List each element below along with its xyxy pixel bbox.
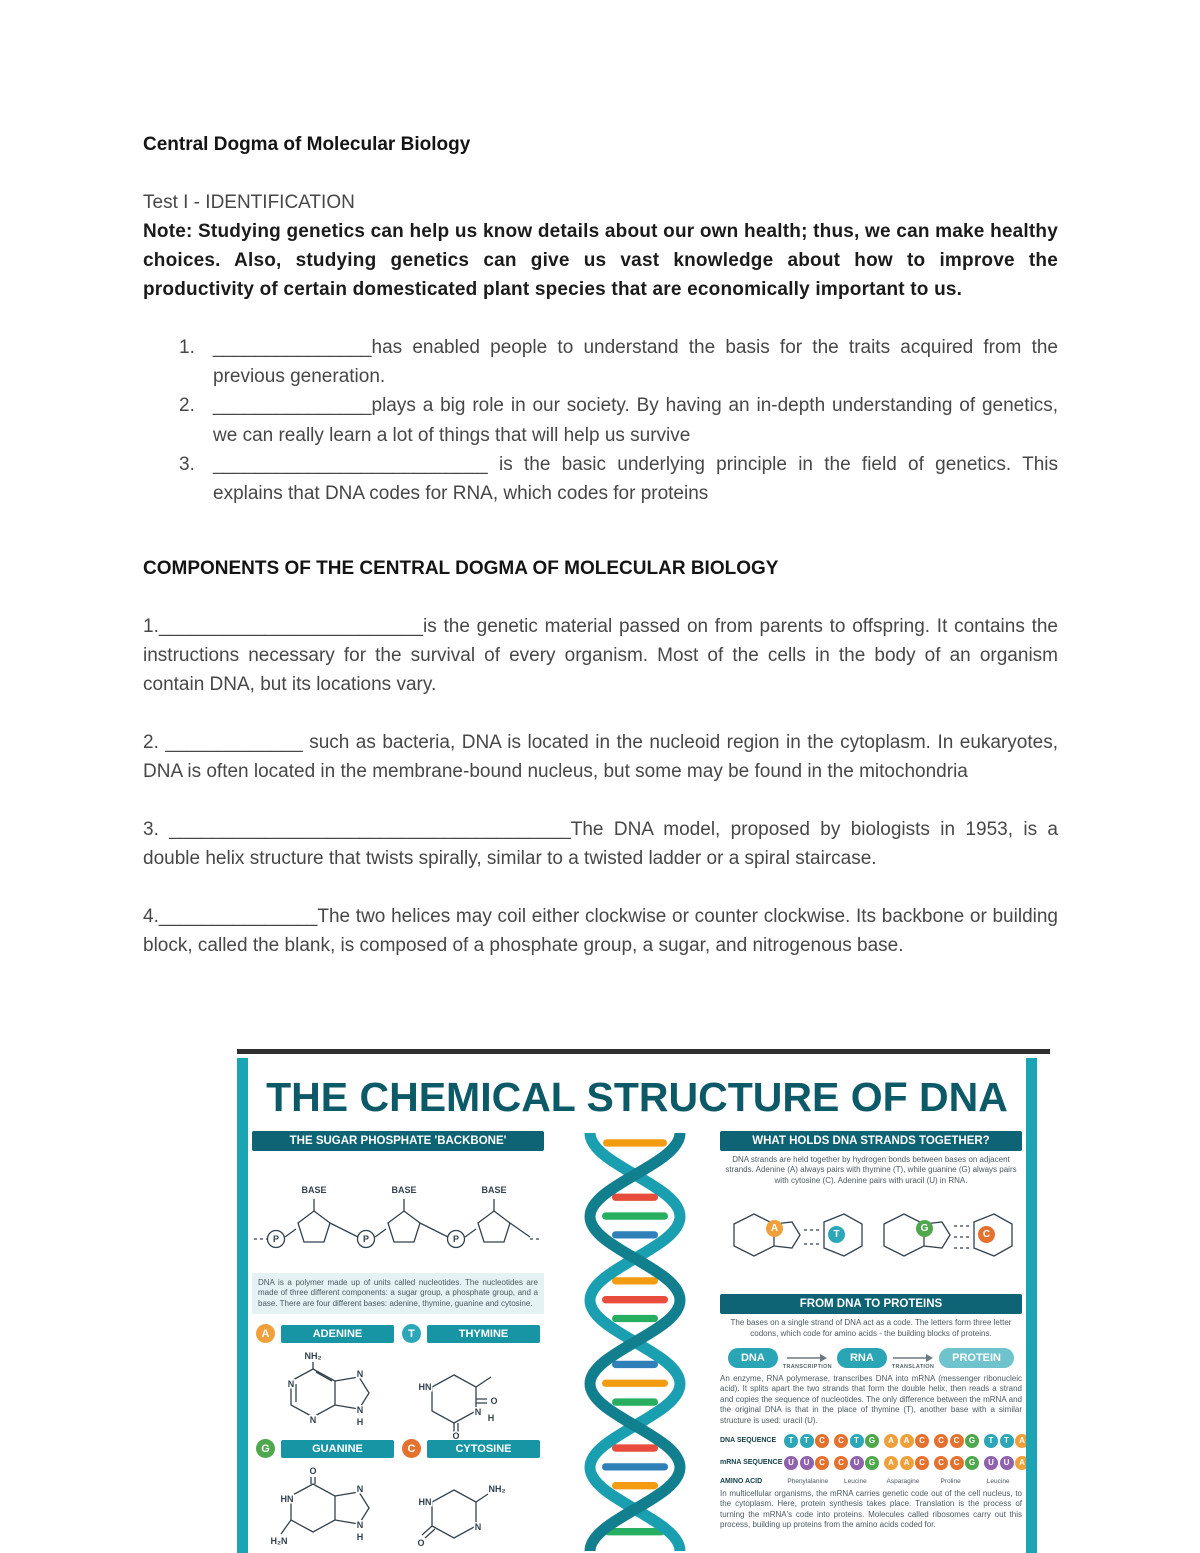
item-number: 1.	[179, 337, 195, 359]
mrna-base-circle: C	[950, 1456, 964, 1470]
dna-base-circle: A	[900, 1434, 914, 1448]
item-number: 3.	[179, 453, 195, 475]
components-heading: COMPONENTS OF THE CENTRAL DOGMA OF MOLECULAR BIOLOGY	[143, 557, 779, 579]
svg-text:N: N	[356, 1405, 364, 1416]
translation-arrow	[892, 1354, 934, 1370]
thymine-badge: T	[402, 1324, 421, 1343]
page-title: Central Dogma of Molecular Biology	[143, 134, 471, 155]
pairing-rings	[720, 1190, 1022, 1286]
svg-text:BASE: BASE	[391, 1185, 417, 1195]
amino-acid-name: Phenylalanine	[787, 1477, 829, 1485]
dna-base-circle: T	[984, 1434, 998, 1448]
svg-text:O: O	[309, 1466, 317, 1477]
mrna-sequence-circles	[784, 1456, 1034, 1470]
identification-list	[143, 333, 1058, 507]
dna-base-circle: T	[800, 1434, 814, 1448]
amino-acid-name: Leucine	[844, 1477, 867, 1485]
adenine-cell	[252, 1324, 398, 1439]
cytosine-label: CYTOSINE	[427, 1440, 540, 1458]
guanine-label: GUANINE	[281, 1440, 394, 1458]
dna-infographic	[237, 1049, 1037, 1553]
dna-sequence-circles	[784, 1434, 1034, 1448]
dna-base-circle: C	[834, 1434, 848, 1448]
svg-text:N: N	[474, 1407, 482, 1418]
svg-text:N: N	[287, 1379, 295, 1390]
backbone-heading: THE SUGAR PHOSPHATE 'BACKBONE'	[252, 1131, 544, 1151]
right-column	[720, 1131, 1025, 1530]
mrna-base-circle: C	[915, 1456, 929, 1470]
dna-base-circle: T	[850, 1434, 864, 1448]
backbone-description: DNA is a polymer made up of units called nucleotides. The nucleotides are made of three different components: a sugar group, a phosphate group, and a base. There are four different bases: adenine, thymine, guanine and cytosine.	[252, 1273, 544, 1314]
dna-base-circle: T	[1000, 1434, 1014, 1448]
amino-acid-label: AMINO ACID	[720, 1477, 763, 1485]
adenine-label: ADENINE	[281, 1325, 394, 1343]
backbone-column	[252, 1131, 544, 1553]
svg-text:H: H	[356, 1417, 364, 1428]
pair-letter-g: G	[916, 1220, 933, 1237]
translation-bottom-text: In multicellular organisms, the mRNA carries genetic code out of the cell nucleus, to the cytoplasm. Here, protein synthesis takes place. Translation is the process of turning the mRNA's code into proteins. Molecules called ribosomes carry out this process, building up proteins from the amino acids coded for.	[720, 1488, 1022, 1530]
svg-text:H: H	[487, 1413, 495, 1424]
svg-text:O: O	[417, 1538, 425, 1549]
adenine-badge-row	[256, 1324, 394, 1343]
list-item	[143, 333, 1058, 391]
component-paragraph: 4._______________The two helices may coil either clockwise or counter clockwise. Its backbone or building block, called the blank, is composed of a phosphate group, a sugar, and nitrogenous base.	[143, 906, 1058, 957]
svg-text:H: H	[356, 1532, 364, 1543]
mrna-base-circle: A	[1015, 1456, 1029, 1470]
component-paragraph: 3. ______________________________________The DNA model, proposed by biologists in 1953, is a double helix structure that twists spirally, similar to a twisted ladder or a spiral staircase.	[143, 819, 1058, 870]
svg-text:N: N	[356, 1484, 364, 1495]
test-heading: Test I - IDENTIFICATION	[143, 192, 355, 214]
mrna-base-circle: A	[900, 1456, 914, 1470]
dna-base-circle: A	[1015, 1434, 1029, 1448]
dna-base-circle: C	[915, 1434, 929, 1448]
svg-text:O: O	[490, 1396, 498, 1407]
svg-text:HN: HN	[280, 1494, 294, 1505]
dna-sequence-label: DNA SEQUENCE	[720, 1437, 777, 1445]
protein-pill: PROTEIN	[939, 1348, 1014, 1368]
mrna-base-circle: C	[815, 1456, 829, 1470]
pair-letter-a: A	[766, 1220, 783, 1237]
component-paragraph: 1._________________________is the genetic material passed on from parents to offspring. It contains the instructions necessary for the survival of every organism. Most of the cells in the body of an organism contain DNA, but its locations vary.	[143, 615, 1058, 695]
pair-letter-c: C	[978, 1226, 995, 1243]
mrna-base-circle: G	[965, 1456, 979, 1470]
dna-to-proteins-description: The bases on a single strand of DNA act as a code. The letters form three letter codons, which code for amino acids - the building blocks of proteins.	[730, 1318, 1012, 1338]
item-text: _______________has enabled people to understand the basis for the traits acquired from the previous generation.	[213, 337, 1058, 388]
sugar-phosphate-backbone-diagram	[252, 1155, 544, 1267]
item-text: __________________________ is the basic underlying principle in the field of genetics. This explains that DNA codes for RNA, which codes for proteins	[213, 453, 1058, 504]
cytosine-cell	[398, 1439, 544, 1553]
thymine-cell	[398, 1324, 544, 1439]
enzyme-text: An enzyme, RNA polymerase, transcribes DNA into mRNA (messenger ribonucleic acid). It splits apart the two strands that form the double helix, then reads a strand and copies the sequence of nucleotides. The only difference between the mRNA and the original DNA is that in the place of thymine (T), another base with a similar structure is used: uracil (U).	[720, 1373, 1022, 1425]
list-item	[143, 450, 1058, 508]
amino-acid-row	[720, 1478, 1022, 1485]
base-pairing-diagram	[720, 1190, 1022, 1286]
cytosine-badge-row	[402, 1439, 540, 1458]
guanine-badge: G	[256, 1439, 275, 1458]
infographic-title: THE CHEMICAL STRUCTURE OF DNA	[266, 1074, 1008, 1120]
arrow-icon	[893, 1354, 933, 1362]
infographic-body	[248, 1131, 1026, 1551]
svg-text:BASE: BASE	[481, 1185, 507, 1195]
strands-heading: WHAT HOLDS DNA STRANDS TOGETHER?	[720, 1131, 1022, 1151]
dna-base-circle: C	[934, 1434, 948, 1448]
mrna-base-circle: U	[800, 1456, 814, 1470]
strands-description: DNA strands are held together by hydrogen bonds between bases on adjacent strands. Adenine (A) always pairs with thymine (T), while guanine (G) always pairs with cytosine (C). Adenine pairs with uracil (U) in RNA.	[725, 1155, 1017, 1185]
svg-text:NH₂: NH₂	[304, 1351, 322, 1362]
mrna-base-circle: U	[984, 1456, 998, 1470]
mrna-base-circle: A	[884, 1456, 898, 1470]
svg-text:H₂N: H₂N	[270, 1536, 288, 1547]
svg-text:NH₂: NH₂	[488, 1484, 506, 1495]
svg-text:HN: HN	[418, 1382, 432, 1393]
svg-text:P: P	[272, 1234, 280, 1244]
divider-line	[237, 1049, 1050, 1054]
amino-acid-name: Proline	[940, 1477, 961, 1485]
mrna-sequence-row	[720, 1456, 1025, 1470]
dna-to-proteins-heading: FROM DNA TO PROTEINS	[720, 1294, 1022, 1314]
amino-acid-name: Asparagine	[886, 1477, 920, 1485]
mrna-base-circle: C	[834, 1456, 848, 1470]
svg-text:O: O	[452, 1431, 460, 1440]
adenine-structure	[263, 1347, 387, 1439]
bases-grid	[252, 1324, 544, 1553]
infographic-frame	[237, 1058, 1037, 1553]
svg-text:BASE: BASE	[301, 1185, 327, 1195]
dna-helix-illustration	[560, 1133, 710, 1551]
thymine-label: THYMINE	[427, 1325, 540, 1343]
arrow-icon	[787, 1354, 827, 1362]
transcription-arrow	[783, 1354, 832, 1370]
amino-acid-names	[784, 1478, 1022, 1485]
worksheet-text	[143, 130, 1058, 960]
amino-acid-name: Leucine	[986, 1477, 1010, 1485]
list-item	[143, 391, 1058, 449]
item-text: _______________plays a big role in our society. By having an in-depth understanding of genetics, we can really learn a lot of things that will help us survive	[213, 395, 1058, 446]
mrna-sequence-label: mRNA SEQUENCE	[720, 1459, 783, 1467]
transcription-label: TRANSCRIPTION	[782, 1363, 832, 1370]
dna-base-circle: C	[815, 1434, 829, 1448]
mrna-base-circle: U	[850, 1456, 864, 1470]
component-paragraph: 2. _____________ such as bacteria, DNA is located in the nucleoid region in the cytoplasm. In eukaryotes, DNA is often located in the membrane-bound nucleus, but some may be found in the mitochondria	[143, 731, 1058, 782]
guanine-cell	[252, 1439, 398, 1553]
dna-base-circle: C	[950, 1434, 964, 1448]
cytosine-badge: C	[402, 1439, 421, 1458]
dna-base-circle: G	[965, 1434, 979, 1448]
mrna-base-circle: G	[865, 1456, 879, 1470]
dna-base-circle: G	[865, 1434, 879, 1448]
dna-pill: DNA	[728, 1348, 778, 1368]
svg-text:P: P	[452, 1234, 460, 1244]
pair-letter-t: T	[828, 1226, 845, 1243]
svg-text:N: N	[356, 1369, 364, 1380]
dna-to-protein-flow	[720, 1348, 1022, 1370]
adenine-badge: A	[256, 1324, 275, 1343]
note-paragraph: Note: Studying genetics can help us know details about our own health; thus, we can make healthy choices. Also, studying genetics can give us vast knowledge about how to improve the productivity of certain domesticated plant species that are economically important to us.	[143, 221, 1058, 301]
guanine-structure	[263, 1462, 387, 1553]
svg-text:P: P	[362, 1234, 370, 1244]
dna-sequence-row	[720, 1434, 1025, 1448]
item-number: 2.	[179, 395, 195, 417]
mrna-base-circle: U	[1000, 1456, 1014, 1470]
svg-text:N: N	[356, 1520, 364, 1531]
svg-text:HN: HN	[418, 1497, 432, 1508]
rna-pill: RNA	[837, 1348, 887, 1368]
thymine-structure	[409, 1347, 533, 1439]
svg-text:N: N	[474, 1522, 482, 1533]
mrna-base-circle: U	[784, 1456, 798, 1470]
dna-base-circle: T	[784, 1434, 798, 1448]
cytosine-structure	[409, 1462, 533, 1553]
thymine-badge-row	[402, 1324, 540, 1343]
guanine-badge-row	[256, 1439, 394, 1458]
dna-base-circle: A	[884, 1434, 898, 1448]
mrna-base-circle: C	[934, 1456, 948, 1470]
translation-label: TRANSLATION	[891, 1363, 935, 1370]
svg-text:N: N	[309, 1415, 317, 1426]
